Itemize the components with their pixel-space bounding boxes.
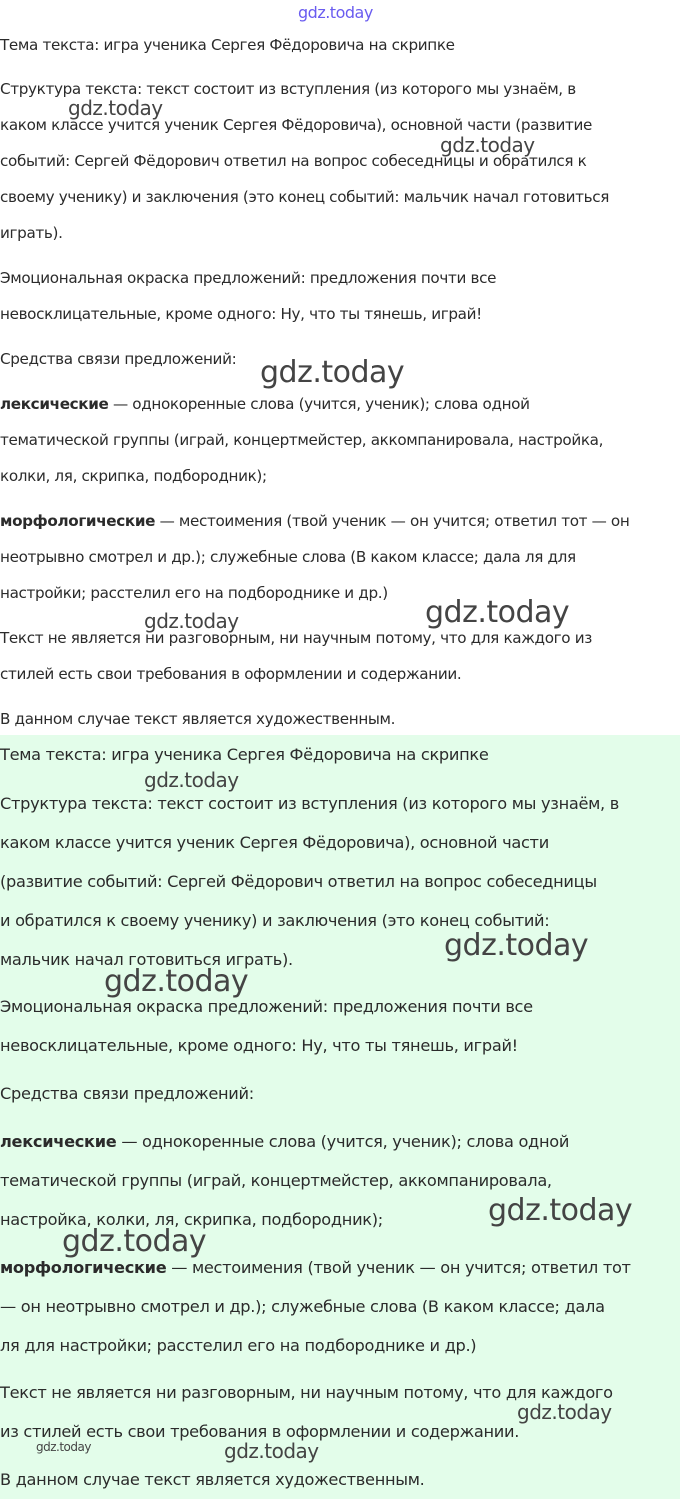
watermark: gdz.today <box>488 1193 633 1228</box>
style-line-2: стилей есть свои требования в оформлении и содержании. <box>0 665 462 683</box>
lexical-line-2: тематической группы (играй, концертмейстер, аккомпанировала, <box>0 1171 552 1190</box>
morph-text: — местоимения (твой ученик — он учится; ответил тот <box>166 1258 631 1277</box>
lexical-line-3: настройка, колки, ля, скрипка, подбородник); <box>0 1210 383 1229</box>
morph-line-2: — он неотрывно смотрел и др.); служебные слова (В каком классе; дала <box>0 1297 605 1316</box>
structure-line-3: (развитие событий: Сергей Фёдорович ответил на вопрос собеседницы <box>0 872 597 891</box>
lexical-label: лексические <box>0 395 109 413</box>
emotion-line-2: невосклицательные, кроме одного: Ну, что ты тянешь, играй! <box>0 305 482 323</box>
structure-line-4: и обратился к своему ученику) и заключения (это конец событий: <box>0 911 550 930</box>
structure-line-1: Структура текста: текст состоит из вступления (из которого мы узнаём, в <box>0 794 619 813</box>
watermark: gdz.today <box>62 1224 207 1259</box>
means-heading: Средства связи предложений: <box>0 350 237 368</box>
watermark: gdz.today <box>425 595 570 630</box>
lexical-line-2: тематической группы (играй, концертмейстер, аккомпанировала, настройка, <box>0 431 604 449</box>
structure-line-1: Структура текста: текст состоит из вступления (из которого мы узнаём, в <box>0 80 576 98</box>
watermark: gdz.today <box>260 355 405 390</box>
lexical-text: — однокоренные слова (учится, ученик); слова одной <box>116 1132 570 1151</box>
morph-line-2: неотрывно смотрел и др.); служебные слова (В каком классе; дала ля для <box>0 548 576 566</box>
structure-line-2: каком классе учится ученик Сергея Фёдоровича), основной части <box>0 833 549 852</box>
watermark: gdz.today <box>440 133 535 157</box>
means-heading: Средства связи предложений: <box>0 1084 254 1103</box>
lexical-line-1 <box>0 1132 569 1152</box>
morph-label: морфологические <box>0 512 156 530</box>
lexical-text: — однокоренные слова (учится, ученик); слова одной <box>108 395 530 413</box>
emotion-line-2: невосклицательные, кроме одного: Ну, что ты тянешь, играй! <box>0 1036 518 1055</box>
watermark: gdz.today <box>224 1439 319 1463</box>
structure-line-5: мальчик начал готовиться играть). <box>0 950 293 969</box>
structure-line-2: каком классе учится ученик Сергея Фёдоровича), основной части (развитие <box>0 116 592 134</box>
structure-line-4: своему ученику) и заключения (это конец событий: мальчик начал готовиться <box>0 188 610 206</box>
conclusion-line: В данном случае текст является художественным. <box>0 1470 425 1489</box>
emotion-line-1: Эмоциональная окраска предложений: предложения почти все <box>0 997 533 1016</box>
morph-line-3: настройки; расстелил его на подбороднике и др.) <box>0 584 388 602</box>
watermark: gdz.today <box>144 768 239 792</box>
morph-label: морфологические <box>0 1258 167 1277</box>
watermark: gdz.today <box>104 964 249 999</box>
structure-line-3: событий: Сергей Фёдорович ответил на вопрос собеседницы и обратился к <box>0 152 587 170</box>
watermark: gdz.today <box>517 1400 612 1424</box>
topic-line: Тема текста: игра ученика Сергея Фёдоровича на скрипке <box>0 745 489 764</box>
watermark: gdz.today <box>68 96 163 120</box>
structure-line-5: играть). <box>0 224 63 242</box>
answer-block-2 <box>0 735 680 1499</box>
lexical-label: лексические <box>0 1132 117 1151</box>
watermark: gdz.today <box>36 1440 91 1454</box>
lexical-line-1 <box>0 394 530 414</box>
morph-line-1 <box>0 511 629 531</box>
topic-line: Тема текста: игра ученика Сергея Фёдоровича на скрипке <box>0 36 455 54</box>
style-line-1: Текст не является ни разговорным, ни научным потому, что для каждого из <box>0 629 592 647</box>
watermark: gdz.today <box>144 609 239 633</box>
style-line-2: из стилей есть свои требования в оформлении и содержании. <box>0 1422 520 1441</box>
style-line-1: Текст не является ни разговорным, ни научным потому, что для каждого <box>0 1383 613 1402</box>
morph-line-3: ля для настройки; расстелил его на подбороднике и др.) <box>0 1336 477 1355</box>
morph-line-1 <box>0 1258 631 1278</box>
emotion-line-1: Эмоциональная окраска предложений: предложения почти все <box>0 269 497 287</box>
watermark: gdz.today <box>444 928 589 963</box>
lexical-line-3: колки, ля, скрипка, подбородник); <box>0 467 267 485</box>
watermark: gdz.today <box>298 3 373 22</box>
conclusion-line: В данном случае текст является художественным. <box>0 710 396 728</box>
morph-text: — местоимения (твой ученик — он учится; ответил тот — он <box>155 512 630 530</box>
